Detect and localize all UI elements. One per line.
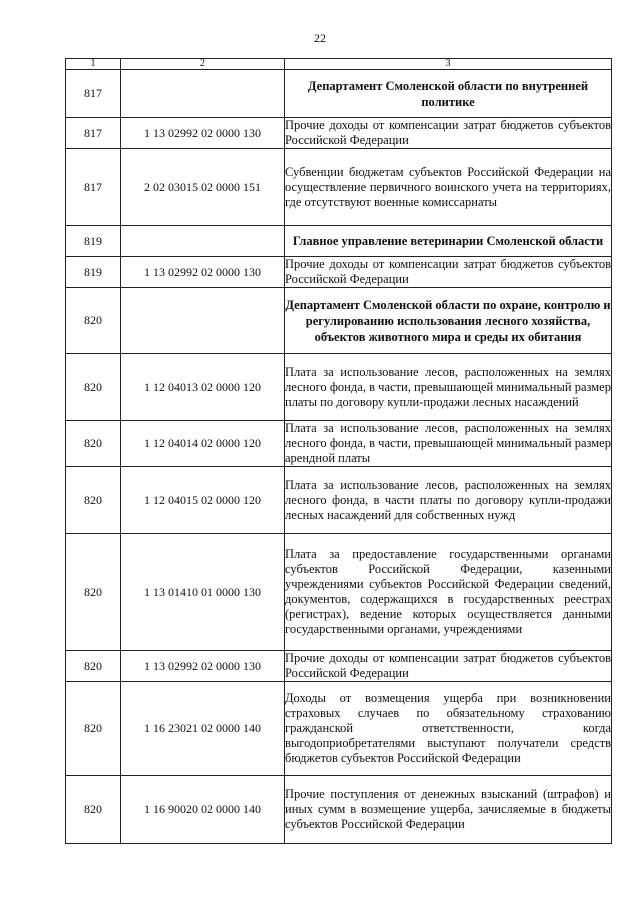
revenue-row [66,118,612,149]
admin-code-cell: 820 [66,354,121,421]
department-name-cell: Департамент Смоленской области по внутренней политике [285,70,612,118]
revenue-description-cell: Прочие доходы от компенсации затрат бюджетов субъектов Российской Федерации [285,651,611,680]
admin-code-cell: 820 [66,421,121,467]
admin-code-cell: 817 [66,70,121,118]
revenue-description-cell: Плата за использование лесов, расположенных на землях лесного фонда, в части, превышающей минимальный размер платы по договору купли-продажи лесных насаждений [285,354,612,421]
revenue-code-cell [121,226,285,257]
revenue-row [66,149,612,226]
revenue-code-cell: 1 12 04013 02 0000 120 [121,354,285,421]
revenue-description-cell: Плата за использование лесов, расположенных на землях лесного фонда, в части платы по договору купли-продажи лесных насаждений для собственных нужд [285,467,612,534]
column-number-3: 3 [285,59,612,70]
revenue-row [66,682,612,776]
admin-code-cell: 820 [66,776,121,844]
revenue-code-cell: 1 13 01410 01 0000 130 [121,534,285,651]
revenue-code-cell [121,70,285,118]
admin-code-cell: 819 [66,226,121,257]
revenue-codes-table [65,58,612,844]
revenue-description-cell: Плата за использование лесов, расположенных на землях лесного фонда, в части, превышающей минимальный размер арендной платы [285,421,611,465]
admin-code-cell: 820 [66,288,121,354]
revenue-code-cell: 1 12 04015 02 0000 120 [121,467,285,534]
admin-code-cell: 820 [66,534,121,651]
revenue-row [66,354,612,421]
revenue-row [66,534,612,651]
column-number-1: 1 [66,59,121,70]
revenue-row [66,257,612,288]
admin-code-cell: 820 [66,651,121,682]
table-header-row [66,59,612,70]
admin-code-cell: 820 [66,682,121,776]
department-row [66,226,612,257]
revenue-description-cell: Субвенции бюджетам субъектов Российской Федерации на осуществление первичного воинского учета на территориях, где отсутствуют военные комиссариаты [285,149,612,226]
revenue-code-cell: 1 13 02992 02 0000 130 [121,257,285,288]
revenue-description-cell: Доходы от возмещения ущерба при возникновении страховых случаев по обязательному страхованию гражданской ответственности, когда выгодоприобретателями выступают получатели средств бюджетов субъектов Российской Федерации [285,682,612,776]
revenue-code-cell: 2 02 03015 02 0000 151 [121,149,285,226]
revenue-row [66,467,612,534]
admin-code-cell: 817 [66,149,121,226]
revenue-code-cell: 1 13 02992 02 0000 130 [121,651,285,682]
department-row [66,288,612,354]
revenue-code-cell: 1 12 04014 02 0000 120 [121,421,285,467]
admin-code-cell: 820 [66,467,121,534]
department-name-cell: Департамент Смоленской области по охране, контролю и регулированию использования лесного хозяйства, объектов животного мира и среды их обитания [285,288,612,354]
revenue-description-cell: Прочие поступления от денежных взысканий (штрафов) и иных сумм в возмещение ущерба, зачисляемые в бюджеты субъектов Российской Федерации [285,776,612,844]
revenue-row [66,651,612,682]
page-number: 22 [314,31,326,45]
revenue-row [66,776,612,844]
revenue-description-cell: Прочие доходы от компенсации затрат бюджетов субъектов Российской Федерации [285,257,611,286]
revenue-code-cell: 1 16 23021 02 0000 140 [121,682,285,776]
department-name-cell: Главное управление ветеринарии Смоленской области [285,226,612,257]
department-row [66,70,612,118]
column-number-2: 2 [121,59,285,70]
revenue-code-cell: 1 16 90020 02 0000 140 [121,776,285,844]
revenue-code-cell: 1 13 02992 02 0000 130 [121,118,285,149]
admin-code-cell: 817 [66,118,121,149]
revenue-row [66,421,612,467]
admin-code-cell: 819 [66,257,121,288]
revenue-code-cell [121,288,285,354]
revenue-description-cell: Прочие доходы от компенсации затрат бюджетов субъектов Российской Федерации [285,118,611,147]
revenue-description-cell: Плата за предоставление государственными органами субъектов Российской Федерации, казенными учреждениями субъектов Российской Федерации сведений, документов, содержащихся в государственных реестрах (регистрах), ведение которых осуществляется данными государственными органами, учреждениями [285,534,612,651]
